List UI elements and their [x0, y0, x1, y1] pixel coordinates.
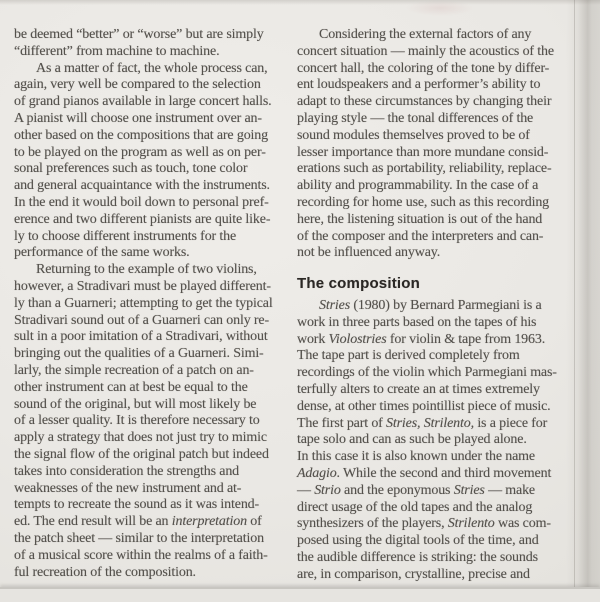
text-line: concert situation — mainly the acoustics of the: [297, 43, 554, 59]
text-line: other based on the compositions that are going: [14, 127, 268, 143]
text-line: to be played on the program as well as on per-: [14, 144, 266, 160]
text-line: Adagio. While the second and third movement: [297, 465, 552, 481]
text-line: and general acquaintance with the instruments.: [14, 178, 270, 194]
text-line: ability and programmability. In the case of a: [297, 178, 539, 194]
text-line: playing style — the tonal differences of the: [297, 110, 534, 126]
text-line: sound of the original, but will most likely be: [14, 396, 257, 412]
text-line: ed. The end result will be an interpretation of: [14, 514, 262, 530]
text-line: terfully alters to create an at times extremely: [297, 381, 540, 397]
text-line: — Strio and the eponymous Stries — make: [297, 482, 535, 498]
text-line: tape solo and can as such be played alone.: [297, 432, 527, 448]
text-line: however, a Stradivari must be played different-: [14, 278, 271, 294]
text-line: sult in a poor imitation of a Stradivari, without: [14, 329, 268, 345]
text-line: adapt to these circumstances by changing their: [297, 94, 552, 110]
text-line: The tape part is derived completely from: [297, 348, 520, 364]
text-line: erations such as portability, reliability, replace-: [297, 161, 552, 177]
text-line: synthesizers of the players, Strilento was com-: [297, 516, 551, 532]
text-line: are, in comparison, crystalline, precise and: [297, 566, 530, 582]
text-line: In the end it would boil down to personal pref-: [14, 194, 269, 210]
intro-paragraph: [297, 27, 577, 262]
text-line: ful recreation of the composition.: [14, 564, 196, 580]
text-line: not be influenced anyway.: [297, 245, 441, 261]
text-line: here, the listening situation is out of the hand: [297, 211, 543, 227]
text-line: tempts to recreate the sound as it was intend-: [14, 497, 260, 513]
text-line: be deemed “better” or “worse” but are simply: [14, 27, 264, 42]
text-line: of a musical score within the realms of a faith-: [14, 547, 268, 563]
text-line: In this case it is also known under the name: [297, 449, 535, 465]
text-line: performance of the same works.: [14, 245, 190, 261]
text-line: work Violostries for violin & tape from 1963.: [297, 331, 546, 347]
right-column: [297, 27, 577, 584]
text-line: larly, the simple recreation of a patch on an-: [14, 362, 254, 378]
text-line: ly than a Guarneri; attempting to get the typical: [14, 295, 273, 311]
text-line: Stradivari sound out of a Guarneri can only re-: [14, 312, 269, 328]
text-line: erence and two different pianists are quite like-: [14, 211, 271, 227]
text-line: of a lesser quality. It is therefore necessary to: [14, 413, 260, 429]
page-edge-shadow-bottom: [0, 587, 600, 602]
text-line: bringing out the qualities of a Guarneri. Simi-: [14, 346, 264, 362]
section-heading: The composition: [297, 275, 420, 293]
text-line: direct usage of the old tapes and the analog: [297, 499, 533, 515]
text-line: Returning to the example of two violins,: [36, 262, 257, 278]
scan-smudge: [405, 0, 475, 16]
text-line: posed using the digital tools of the time, and: [297, 533, 539, 549]
text-line: work in three parts based on the tapes of his: [297, 314, 537, 330]
text-line: apply a strategy that does not just try to mimic: [14, 430, 267, 446]
page-edge-shadow-top: [0, 0, 600, 5]
text-line: weaknesses of the new instrument and at-: [14, 480, 242, 496]
text-line: of the composer and the interpreters and can-: [297, 228, 544, 244]
text-line: recording for home use, such as this recording: [297, 194, 550, 210]
text-line: concert hall, the coloring of the tone by differ-: [297, 60, 550, 76]
composition-paragraph: [297, 298, 577, 584]
text-line: As a matter of fact, the whole process can,: [36, 60, 268, 76]
text-line: “different” from machine to machine.: [14, 43, 220, 59]
text-line: the signal flow of the original patch but indeed: [14, 446, 269, 462]
text-line: other instrument can at best be equal to the: [14, 379, 248, 395]
text-line: dense, at other times pointillist piece of music.: [297, 398, 551, 414]
text-line: A pianist will choose one instrument over an-: [14, 110, 262, 126]
text-line: takes into consideration the strengths and: [14, 463, 240, 479]
text-line: lesser importance than more mundane consid-: [297, 144, 549, 160]
text-line: sonal preferences such as touch, tone color: [14, 161, 248, 177]
text-line: again, very well be compared to the selection: [14, 77, 261, 93]
text-line: ly to choose different instruments for the: [14, 228, 237, 244]
text-line: The first part of Stries, Strilento, is a piece for: [297, 415, 548, 431]
text-line: Considering the external factors of any: [319, 27, 532, 42]
text-line: recordings of the violin which Parmegiani mas-: [297, 365, 557, 381]
text-line: sound modules themselves proved to be of: [297, 127, 530, 143]
text-line: the audible difference is striking: the sounds: [297, 549, 538, 565]
text-line: ent loudspeakers and a performer’s ability to: [297, 77, 541, 93]
text-line: Stries (1980) by Bernard Parmegiani is a: [319, 297, 542, 313]
left-column: [14, 27, 290, 581]
text-line: of grand pianos available in large concert halls.: [14, 94, 272, 110]
text-line: the patch sheet — similar to the interpretation: [14, 530, 264, 546]
